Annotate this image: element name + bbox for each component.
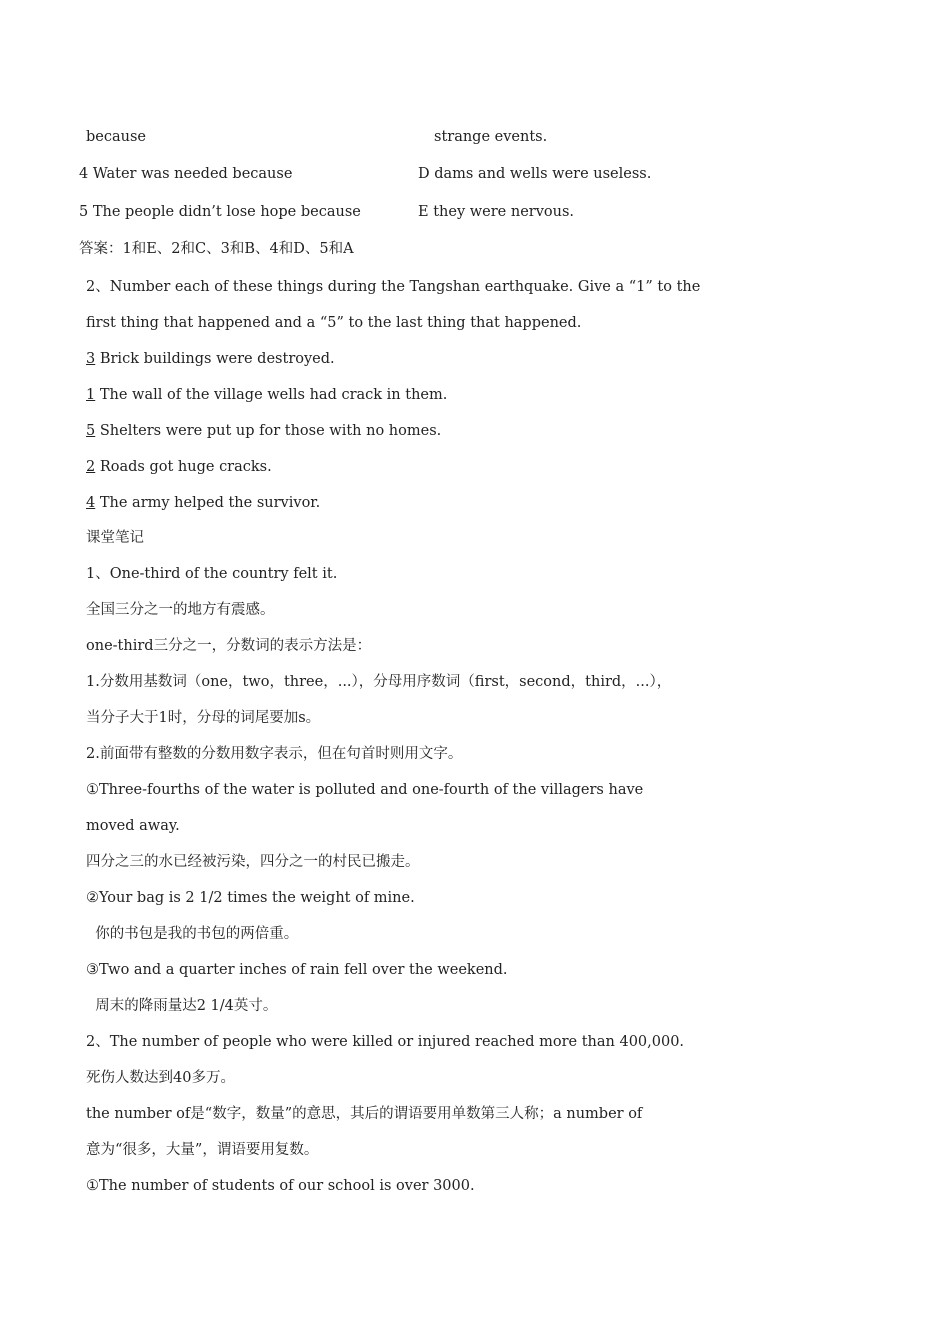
item-text: Roads got huge cracks. xyxy=(95,459,272,475)
example-sentence: ③Two and a quarter inches of rain fell over the weekend. xyxy=(86,962,508,978)
example-sentence: ②Your bag is 2 1/2 times the weight of mine. xyxy=(86,890,415,906)
note-line: 1、One-third of the country felt it. xyxy=(86,566,338,582)
list-item xyxy=(86,388,447,403)
list-item xyxy=(86,424,441,439)
note-line: the number of是“数字，数量”的意思，其后的谓语要用单数第三人称；a number of xyxy=(86,1106,643,1122)
note-line: 全国三分之一的地方有震感。 xyxy=(86,602,275,618)
note-line: 1.分数用基数词（one，two，three，...），分母用序数词（first，second，third，...）， xyxy=(86,674,672,690)
notes-heading: 课堂笔记 xyxy=(86,530,144,546)
item-number: 2 xyxy=(86,459,96,475)
note-line: 2、The number of people who were killed or injured reached more than 400,000. xyxy=(86,1034,685,1050)
item-text: The wall of the village wells had crack in them. xyxy=(95,387,448,403)
list-item xyxy=(86,460,272,475)
note-line: 2.前面带有整数的分数用数字表示，但在句首时则用文字。 xyxy=(86,746,463,762)
item-number: 5 xyxy=(86,423,96,439)
exercise-2-instruction-cont: first thing that happened and a “5” to the last thing that happened. xyxy=(86,315,582,331)
example-sentence: ①Three-fourths of the water is polluted and one-fourth of the villagers have xyxy=(86,782,644,798)
match-right-1: strange events. xyxy=(434,129,548,145)
match-left-4: 4 Water was needed because xyxy=(79,166,293,182)
list-item xyxy=(86,352,335,367)
match-left-1: because xyxy=(86,129,146,145)
item-number: 1 xyxy=(86,387,96,403)
match-right-d: D dams and wells were useless. xyxy=(418,166,652,182)
answer-line: 答案：1和E、2和C、3和B、4和D、5和A xyxy=(79,241,354,257)
note-line: 死伤人数达到40多万。 xyxy=(86,1070,235,1086)
note-line: 意为“很多，大量”，谓语要用复数。 xyxy=(86,1142,319,1158)
example-translation: 四分之三的水已经被污染，四分之一的村民已搬走。 xyxy=(86,854,420,870)
item-number: 4 xyxy=(86,495,96,511)
match-right-e: E they were nervous. xyxy=(418,204,575,220)
match-left-5: 5 The people didn’t lose hope because xyxy=(79,204,361,220)
example-translation: 你的书包是我的书包的两倍重。 xyxy=(86,926,299,942)
exercise-2-instruction: 2、Number each of these things during the Tangshan earthquake. Give a “1” to the xyxy=(86,279,701,295)
note-line: 当分子大于1时，分母的词尾要加s。 xyxy=(86,710,321,726)
item-text: Brick buildings were destroyed. xyxy=(95,351,335,367)
example-sentence: ①The number of students of our school is over 3000. xyxy=(86,1178,475,1194)
item-text: Shelters were put up for those with no homes. xyxy=(95,423,442,439)
example-sentence-cont: moved away. xyxy=(86,818,180,834)
list-item xyxy=(86,496,320,511)
note-line: one-third三分之一，分数词的表示方法是： xyxy=(86,638,372,654)
item-text: The army helped the survivor. xyxy=(95,495,321,511)
item-number: 3 xyxy=(86,351,96,367)
example-translation: 周末的降雨量达2 1/4英寸。 xyxy=(86,998,278,1014)
